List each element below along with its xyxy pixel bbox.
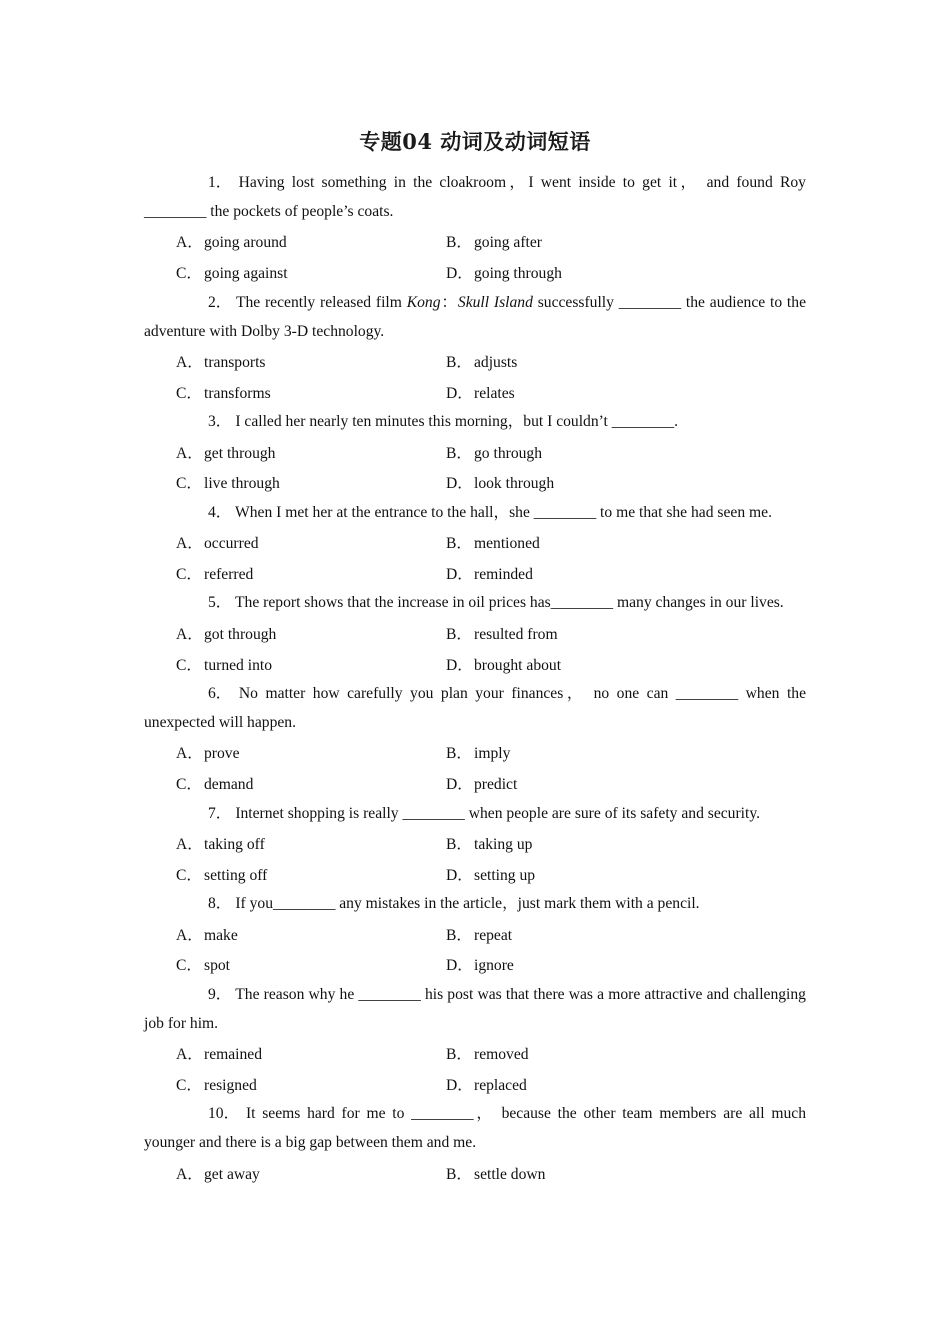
option-d: D．replaced [446,1076,527,1094]
question-6 [144,679,806,737]
options-row [144,257,806,288]
question-text: The report shows that the increase in oil prices has________ many changes in our lives. [235,594,784,612]
question-10 [144,1099,806,1157]
question-number: 6． [208,684,232,702]
question-5 [144,588,806,617]
option-a: A．got through [176,625,277,643]
options-row [144,558,806,589]
option-a: A．get away [176,1165,260,1183]
question-3 [144,407,806,436]
question-text: I called her nearly ten minutes this morning，but I couldn’t ________. [235,413,679,431]
options-row [144,918,806,949]
option-d: D．brought about [446,656,562,674]
option-a: A．occurred [176,535,259,553]
options-row [144,226,806,257]
option-b: B． repeat [446,926,513,944]
option-b: B． go through [446,444,543,462]
option-d: D．ignore [446,957,514,975]
options-row [144,467,806,498]
question-text: If you________ any mistakes in the article，just mark them with a pencil. [235,895,700,913]
option-c: C． going against [176,265,288,283]
options-row [144,828,806,859]
options-row [144,768,806,799]
question-9 [144,980,806,1038]
options-row [144,1069,806,1100]
options-row [144,436,806,467]
option-b: B． adjusts [446,353,518,371]
question-number: 10． [208,1105,240,1123]
question-2: 2． The recently released film Kong：Skull Island successfully ________ the audience to the adventure with Dolby 3-D technology. [144,288,806,346]
option-b: B． settle down [446,1165,546,1183]
option-a: A．transports [176,353,266,371]
question-text: No matter how carefully you plan your finances， no one can ________ when the unexpected will happen. [144,684,806,731]
option-d: D．setting up [446,866,536,884]
options-row [144,527,806,558]
option-c: C． spot [176,957,230,975]
option-c: C． live through [176,475,280,493]
question-number: 4． [208,503,232,521]
question-text: Internet shopping is really ________ when people are sure of its safety and security. [235,804,761,822]
option-c: C． referred [176,565,254,583]
options-row [144,648,806,679]
option-b: B． taking up [446,835,533,853]
option-a: A．make [176,926,238,944]
film-subtitle: Skull Island [457,293,533,311]
option-a: A．remained [176,1046,263,1064]
question-text: Having lost something in the cloakroom，I went inside to get it， and found Roy ________ the pockets of people’s coats. [144,174,806,220]
question-number: 2． [208,293,232,311]
options-row [144,1038,806,1069]
option-c: C． turned into [176,656,272,674]
option-d: D．look through [446,475,555,493]
option-b: B． going after [446,234,542,252]
options-row [144,1157,806,1188]
question-text: It seems hard for me to ________， because the other team members are all much younger and there is a big gap between them and me. [144,1105,806,1152]
question-number: 8． [208,895,232,913]
question-text: The reason why he ________ his post was that there was a more attractive and challenging job for him. [144,985,806,1032]
option-c: C． resigned [176,1076,257,1094]
options-row [144,376,806,407]
question-number: 5． [208,594,232,612]
options-row [144,346,806,377]
option-b: B． resulted from [446,625,558,643]
option-c: C． transforms [176,384,271,402]
question-1 [144,168,806,226]
question-list [144,168,806,1188]
question-text: When I met her at the entrance to the hall，she ________ to me that she had seen me. [235,503,772,521]
question-4 [144,498,806,527]
question-8 [144,889,806,918]
option-d: D．predict [446,776,518,794]
film-title: Kong [406,293,441,311]
question-number: 1． [208,174,232,191]
page-title: 专题04 动词及动词短语 [359,129,591,154]
question-number: 3． [208,413,232,431]
option-c: C． demand [176,776,254,794]
option-b: B． removed [446,1046,529,1064]
question-number: 7． [208,804,232,822]
question-7 [144,799,806,828]
option-a: A．get through [176,444,276,462]
options-row [144,949,806,980]
option-a: A．going around [176,234,287,252]
option-a: A．taking off [176,835,265,853]
option-a: A．prove [176,745,240,763]
option-d: D．going through [446,265,562,283]
option-d: D．relates [446,384,515,402]
question-number: 9． [208,985,232,1003]
options-row [144,858,806,889]
options-row [144,737,806,768]
options-row [144,617,806,648]
option-d: D．reminded [446,565,533,583]
option-c: C． setting off [176,866,268,884]
option-b: B． mentioned [446,535,540,553]
option-b: B． imply [446,745,511,763]
